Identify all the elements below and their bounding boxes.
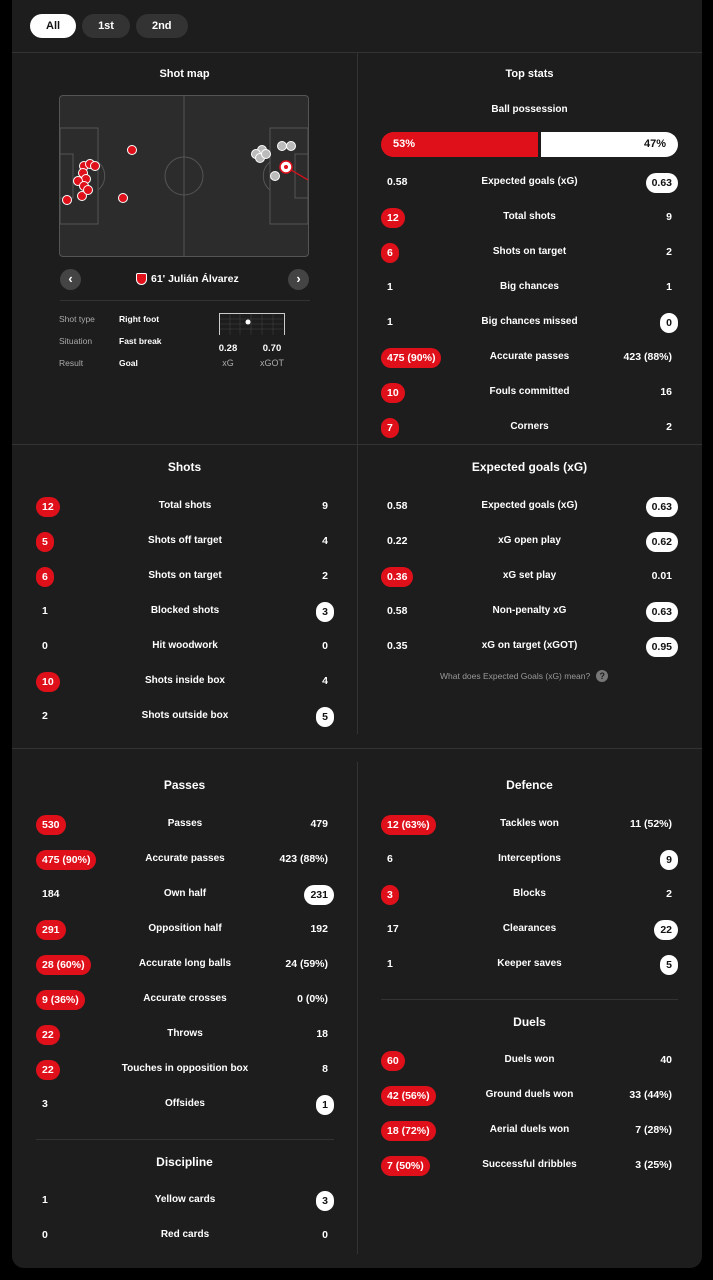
possession-bar — [381, 132, 678, 157]
divider — [357, 762, 358, 1254]
stat-home-value: 12 (63%) — [381, 815, 436, 835]
stat-home-value: 0 — [42, 1229, 48, 1241]
stat-away-value: 18 — [316, 1028, 328, 1040]
stat-row — [36, 671, 334, 691]
stat-row — [381, 382, 678, 402]
stat-away-value: 192 — [310, 923, 328, 935]
goal-mouth-diagram — [219, 313, 285, 335]
stat-away-value: 4 — [322, 675, 328, 687]
divider — [36, 1139, 334, 1140]
stat-away-value: 1 — [316, 1095, 334, 1115]
stat-away-value: 24 (59%) — [285, 958, 328, 970]
shot-map-pitch[interactable] — [59, 95, 309, 257]
divider — [12, 748, 702, 749]
stat-row — [381, 814, 678, 834]
stat-row — [381, 954, 678, 974]
stat-row — [381, 1120, 678, 1140]
stat-home-value: 18 (72%) — [381, 1121, 436, 1141]
stat-away-value: 9 — [660, 850, 678, 870]
result-value: Goal — [119, 358, 138, 368]
stat-home-value: 10 — [36, 672, 60, 692]
stat-home-value: 184 — [42, 888, 60, 900]
stat-row — [36, 849, 334, 869]
stat-label: Tackles won — [500, 818, 559, 829]
stat-label: Clearances — [502, 923, 557, 934]
xgot-value: 0.70 — [262, 343, 282, 354]
stat-label: Interceptions — [498, 853, 561, 864]
stat-label: Red cards — [160, 1229, 210, 1240]
stat-label: Blocked shots — [150, 605, 220, 616]
stat-home-value: 6 — [381, 243, 399, 263]
stat-row — [36, 566, 334, 586]
divider — [381, 999, 678, 1000]
stat-home-value: 1 — [387, 958, 393, 970]
stat-away-value: 9 — [666, 211, 672, 223]
stat-away-value: 0.63 — [646, 497, 678, 517]
stat-home-value: 6 — [36, 567, 54, 587]
stat-row — [381, 1085, 678, 1105]
defence-title: Defence — [506, 778, 553, 792]
stat-away-value: 0.01 — [651, 570, 672, 582]
ball-icon — [246, 320, 251, 325]
stat-away-value: 4 — [322, 535, 328, 547]
stat-label: xG on target (xGOT) — [481, 640, 578, 651]
period-tabs — [30, 14, 188, 38]
stat-row — [36, 989, 334, 1009]
stat-row — [36, 1024, 334, 1044]
stat-home-value: 0.58 — [387, 500, 408, 512]
stat-label: Accurate passes — [145, 853, 225, 864]
shots-title: Shots — [167, 460, 202, 474]
stat-row — [381, 207, 678, 227]
stat-label: Ground duels won — [485, 1089, 574, 1100]
stat-home-value: 0.22 — [387, 535, 408, 547]
stat-away-value: 0 — [322, 1229, 328, 1241]
stat-label: Fouls committed — [489, 386, 570, 397]
stat-home-value: 22 — [36, 1025, 60, 1045]
away-shot-marker[interactable] — [271, 172, 280, 181]
club-crest-icon — [136, 273, 147, 285]
stat-away-value: 2 — [322, 570, 328, 582]
home-shot-marker[interactable] — [91, 162, 100, 171]
stat-label: Non-penalty xG — [492, 605, 567, 616]
stat-home-value: 42 (56%) — [381, 1086, 436, 1106]
stat-away-value: 0 (0%) — [297, 993, 328, 1005]
stat-away-value: 0.95 — [646, 637, 678, 657]
stat-row — [36, 496, 334, 516]
stat-row — [381, 277, 678, 297]
xg-help-text: What does Expected Goals (xG) mean? — [440, 671, 591, 681]
stat-label: Passes — [167, 818, 203, 829]
stat-away-value: 8 — [322, 1063, 328, 1075]
stat-label: Opposition half — [148, 923, 222, 934]
stat-label: Shots on target — [148, 570, 222, 581]
stat-home-value: 7 (50%) — [381, 1156, 430, 1176]
stat-label: Shots outside box — [141, 710, 229, 721]
stat-label: Throws — [167, 1028, 203, 1039]
stat-away-value: 9 — [322, 500, 328, 512]
stat-label: Expected goals (xG) — [481, 176, 578, 187]
stat-row — [36, 1094, 334, 1114]
stat-away-value: 40 — [660, 1054, 672, 1066]
stat-row — [36, 954, 334, 974]
previous-shot-button[interactable]: ‹ — [60, 269, 81, 290]
stat-label: xG set play — [502, 570, 557, 581]
stat-home-value: 60 — [381, 1051, 405, 1071]
stat-home-value: 291 — [36, 920, 66, 940]
home-shot-marker[interactable] — [84, 186, 93, 195]
stat-row — [36, 814, 334, 834]
stat-label: Successful dribbles — [482, 1159, 577, 1170]
stat-row — [381, 636, 678, 656]
duels-title: Duels — [513, 1015, 546, 1029]
ball-icon — [284, 165, 288, 169]
stat-row — [36, 1059, 334, 1079]
stat-label: Expected goals (xG) — [481, 500, 578, 511]
stat-home-value: 0.58 — [387, 176, 408, 188]
stat-home-value: 28 (60%) — [36, 955, 91, 975]
away-shot-marker[interactable] — [278, 142, 287, 151]
stat-home-value: 1 — [42, 605, 48, 617]
goal-net — [220, 314, 283, 335]
result-key: Result — [59, 358, 84, 368]
stat-row — [381, 849, 678, 869]
stat-away-value: 33 (44%) — [629, 1089, 672, 1101]
stat-label: Blocks — [513, 888, 546, 899]
stat-row — [381, 347, 678, 367]
stat-home-value: 0 — [42, 640, 48, 652]
stat-label: Big chances — [500, 281, 559, 292]
stat-row — [381, 601, 678, 621]
stat-home-value: 12 — [381, 208, 405, 228]
stat-label: Total shots — [503, 211, 556, 222]
stat-away-value: 2 — [666, 888, 672, 900]
away-shot-marker[interactable] — [262, 150, 271, 159]
stat-row — [36, 531, 334, 551]
selected-shot-player — [136, 270, 239, 288]
stat-row — [36, 919, 334, 939]
stat-row — [36, 884, 334, 904]
stat-home-value: 17 — [387, 923, 399, 935]
situation-value: Fast break — [119, 336, 162, 346]
stat-home-value: 0.36 — [381, 567, 413, 587]
stat-row — [381, 417, 678, 437]
stat-row — [381, 1050, 678, 1070]
stat-away-value: 5 — [316, 707, 334, 727]
stat-home-value: 0.35 — [387, 640, 408, 652]
stat-label: Own half — [163, 888, 207, 899]
xg-title: Expected goals (xG) — [471, 460, 588, 474]
stat-row — [381, 312, 678, 332]
stat-home-value: 530 — [36, 815, 66, 835]
stat-label: Yellow cards — [154, 1194, 216, 1205]
top-stats-title: Top stats — [505, 68, 554, 80]
away-shot-marker[interactable] — [287, 142, 296, 151]
stat-home-value: 12 — [36, 497, 60, 517]
home-shot-marker[interactable] — [119, 194, 128, 203]
stat-home-value: 475 (90%) — [381, 348, 441, 368]
stat-row — [36, 1225, 334, 1245]
possession-away: 47% — [541, 132, 678, 157]
stat-row — [381, 172, 678, 192]
stat-row — [381, 566, 678, 586]
tab-1st[interactable]: 1st — [82, 14, 130, 38]
stat-label: Offsides — [164, 1098, 205, 1109]
shot-type-value: Right foot — [119, 314, 160, 324]
stat-away-value: 0 — [322, 640, 328, 652]
stat-label: Shots on target — [492, 246, 567, 257]
stat-label: Accurate passes — [489, 351, 570, 362]
stat-home-value: 22 — [36, 1060, 60, 1080]
stat-away-value: 0.63 — [646, 173, 678, 193]
help-icon: ? — [596, 670, 608, 682]
stat-away-value: 5 — [660, 955, 678, 975]
stat-home-value: 1 — [387, 316, 393, 328]
home-shot-marker[interactable] — [128, 146, 137, 155]
stat-away-value: 0.62 — [646, 532, 678, 552]
stat-row — [381, 919, 678, 939]
next-shot-button[interactable]: › — [288, 269, 309, 290]
stat-home-value: 2 — [42, 710, 48, 722]
discipline-title: Discipline — [156, 1155, 213, 1169]
stat-home-value: 3 — [381, 885, 399, 905]
stat-home-value: 3 — [42, 1098, 48, 1110]
tab-all[interactable]: All — [30, 14, 76, 38]
stat-row — [36, 706, 334, 726]
stat-away-value: 7 (28%) — [635, 1124, 672, 1136]
stat-row — [36, 636, 334, 656]
possession-home: 53% — [381, 132, 538, 157]
stat-away-value: 3 — [316, 1191, 334, 1211]
player-label: 61' Julián Álvarez — [151, 273, 239, 285]
divider — [357, 444, 358, 734]
stat-home-value: 0.58 — [387, 605, 408, 617]
stat-label: Touches in opposition box — [121, 1063, 249, 1074]
stat-label: Accurate long balls — [138, 958, 232, 969]
xgot-label: xGOT — [260, 358, 284, 368]
stat-label: Big chances missed — [481, 316, 578, 327]
stat-row — [36, 601, 334, 621]
stat-away-value: 0.63 — [646, 602, 678, 622]
xg-value: 0.28 — [218, 343, 238, 354]
stat-home-value: 5 — [36, 532, 54, 552]
stat-row — [381, 242, 678, 262]
stat-away-value: 2 — [666, 246, 672, 258]
stat-label: Corners — [510, 421, 549, 432]
stat-away-value: 2 — [666, 421, 672, 433]
stat-away-value: 231 — [304, 885, 334, 905]
stat-away-value: 16 — [660, 386, 672, 398]
stat-row — [36, 1190, 334, 1210]
stat-label: Aerial duels won — [489, 1124, 570, 1135]
shot-map-title: Shot map — [159, 68, 210, 80]
stat-away-value: 11 (52%) — [629, 818, 672, 830]
stat-label: Hit woodwork — [152, 640, 218, 651]
stat-away-value: 1 — [666, 281, 672, 293]
stat-label: Shots inside box — [144, 675, 225, 686]
shot-type-key: Shot type — [59, 314, 95, 324]
situation-key: Situation — [59, 336, 93, 346]
xg-label: xG — [222, 358, 234, 368]
stat-away-value: 22 — [654, 920, 678, 940]
stat-home-value: 1 — [387, 281, 393, 293]
pitch-lines — [60, 96, 308, 256]
stat-away-value: 3 (25%) — [635, 1159, 672, 1171]
stat-home-value: 475 (90%) — [36, 850, 96, 870]
stat-away-value: 479 — [310, 818, 328, 830]
stat-row — [381, 884, 678, 904]
xg-help-link[interactable] — [440, 670, 608, 682]
stat-home-value: 6 — [387, 853, 393, 865]
stat-label: Accurate crosses — [143, 993, 227, 1004]
stat-label: Shots off target — [148, 535, 222, 546]
divider — [60, 300, 310, 301]
stat-away-value: 423 (88%) — [623, 351, 672, 363]
stat-row — [381, 531, 678, 551]
stat-away-value: 0 — [660, 313, 678, 333]
home-shot-marker[interactable] — [63, 196, 72, 205]
passes-title: Passes — [163, 778, 206, 792]
stat-home-value: 10 — [381, 383, 405, 403]
stat-row — [381, 1155, 678, 1175]
stat-home-value: 1 — [42, 1194, 48, 1206]
tab-2nd[interactable]: 2nd — [136, 14, 188, 38]
stat-label: Duels won — [504, 1054, 555, 1065]
stat-home-value: 7 — [381, 418, 399, 438]
stat-home-value: 9 (36%) — [36, 990, 85, 1010]
stat-row — [381, 496, 678, 516]
possession-label: Ball possession — [491, 104, 568, 115]
stat-away-value: 3 — [316, 602, 334, 622]
stat-away-value: 423 (88%) — [279, 853, 328, 865]
stat-label: Keeper saves — [497, 958, 562, 969]
stat-label: xG open play — [498, 535, 561, 546]
stat-label: Total shots — [158, 500, 212, 511]
match-stats-card — [12, 0, 702, 1268]
